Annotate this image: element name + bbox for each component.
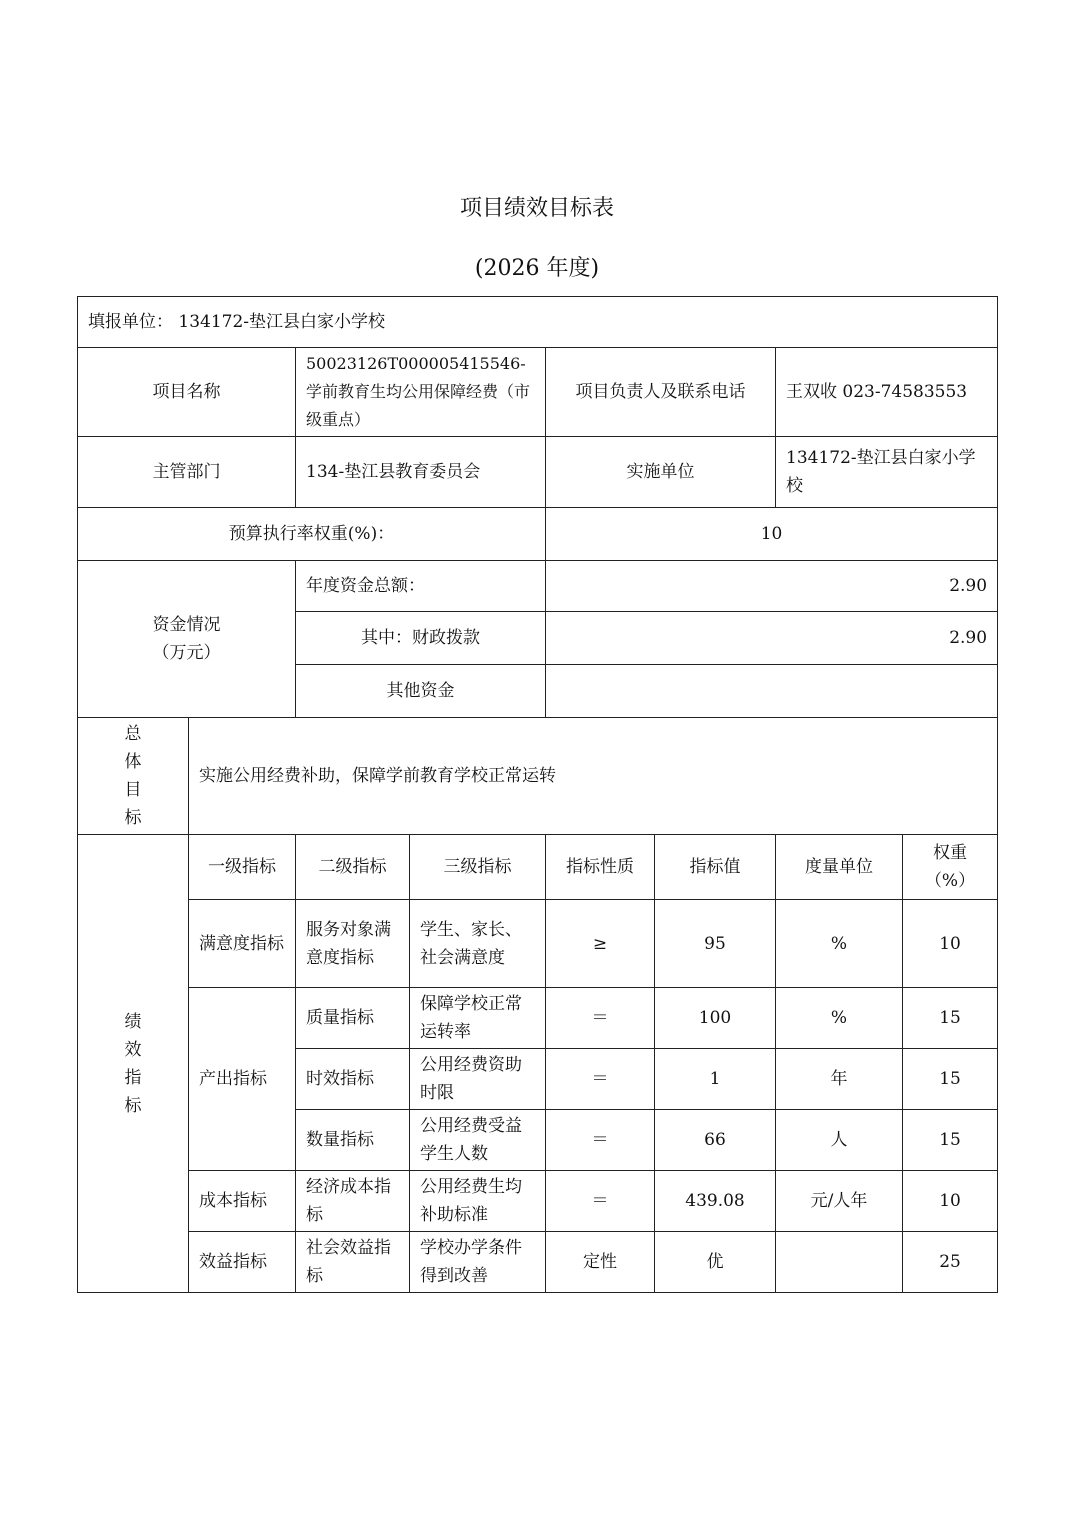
- benefit-level3: 学校办学条件得到改善: [410, 1232, 546, 1293]
- satisfaction-weight: 10: [903, 900, 998, 988]
- satisfaction-unit: %: [776, 900, 903, 988]
- benefit-level1: 效益指标: [189, 1232, 296, 1293]
- impl-unit-value: 134172-垫江县白家小学校: [776, 437, 998, 508]
- output-value: 1: [655, 1049, 776, 1110]
- perf-label-char: 指: [124, 1067, 142, 1088]
- perf-label: [78, 835, 189, 1293]
- funds-label-line2: （万元）: [152, 643, 221, 663]
- benefit-level2: 社会效益指标: [296, 1232, 410, 1293]
- project-leader-label: 项目负责人及联系电话: [546, 348, 776, 437]
- dept-label: 主管部门: [78, 437, 296, 508]
- goal-label-char: 标: [124, 808, 142, 828]
- satisfaction-level1: 满意度指标: [189, 900, 296, 988]
- funds-total-value: 2.90: [546, 561, 998, 612]
- fill-unit-cell: [78, 297, 998, 348]
- header-level2: 二级指标: [296, 835, 410, 900]
- cost-level2: 经济成本指标: [296, 1171, 410, 1232]
- page-title: 项目绩效目标表: [459, 196, 614, 221]
- performance-table: [77, 296, 998, 1293]
- funds-label: [78, 561, 296, 718]
- dept-value: 134-垫江县教育委员会: [296, 437, 546, 508]
- benefit-weight: 25: [903, 1232, 998, 1293]
- output-nature: ＝: [546, 1049, 655, 1110]
- cost-value: 439.08: [655, 1171, 776, 1232]
- output-level2: 数量指标: [296, 1110, 410, 1171]
- table-row: [78, 1171, 998, 1232]
- impl-unit-label: 实施单位: [546, 437, 776, 508]
- output-weight: 15: [903, 1110, 998, 1171]
- output-level3: 公用经费资助时限: [410, 1049, 546, 1110]
- funds-other-value: [546, 665, 998, 718]
- output-weight: 15: [903, 1049, 998, 1110]
- budget-rate-value: 10: [546, 508, 998, 561]
- fill-unit-value: 134172-垫江县白家小学校: [178, 312, 386, 332]
- goal-row: [78, 718, 998, 835]
- header-level3: 三级指标: [410, 835, 546, 900]
- output-level2: 时效指标: [296, 1049, 410, 1110]
- benefit-value: 优: [655, 1232, 776, 1293]
- output-value: 100: [655, 988, 776, 1049]
- cost-weight: 10: [903, 1171, 998, 1232]
- output-nature: ＝: [546, 1110, 655, 1171]
- project-leader-value: 王双收 023-74583553: [776, 348, 998, 437]
- table-row: [78, 1232, 998, 1293]
- header-level1: 一级指标: [189, 835, 296, 900]
- project-name-row: [78, 348, 998, 437]
- cost-unit: 元/人年: [776, 1171, 903, 1232]
- satisfaction-level3: 学生、家长、社会满意度: [410, 900, 546, 988]
- output-nature: ＝: [546, 988, 655, 1049]
- budget-rate-row: [78, 508, 998, 561]
- goal-label-char: 总: [124, 724, 142, 744]
- funds-total-label: 年度资金总额：: [296, 561, 546, 612]
- goal-label-char: 体: [124, 752, 142, 772]
- table-row: [78, 900, 998, 988]
- project-name-value: 50023126T000005415546-学前教育生均公用保障经费（市级重点）: [296, 348, 546, 437]
- funds-label-line1: 资金情况: [152, 615, 221, 635]
- output-level3: 公用经费受益学生人数: [410, 1110, 546, 1171]
- project-name-label: 项目名称: [78, 348, 296, 437]
- funds-fiscal-value: 2.90: [546, 612, 998, 665]
- satisfaction-level2: 服务对象满意度指标: [296, 900, 410, 988]
- goal-label: [78, 718, 189, 835]
- dept-row: [78, 437, 998, 508]
- header-unit: 度量单位: [776, 835, 903, 900]
- satisfaction-value: 95: [655, 900, 776, 988]
- perf-header-row: [78, 835, 998, 900]
- funds-total-row: [78, 561, 998, 612]
- output-value: 66: [655, 1110, 776, 1171]
- perf-label-char: 效: [124, 1039, 142, 1060]
- perf-label-char: 绩: [124, 1011, 142, 1032]
- goal-text: 实施公用经费补助，保障学前教育学校正常运转: [189, 718, 998, 835]
- budget-rate-label: 预算执行率权重(%)：: [78, 508, 546, 561]
- header-weight: 权重（%）: [903, 835, 998, 900]
- output-unit: 年: [776, 1049, 903, 1110]
- funds-fiscal-label: 其中：财政拨款: [296, 612, 546, 665]
- satisfaction-nature: ≥: [546, 900, 655, 988]
- goal-label-char: 目: [124, 780, 142, 800]
- output-unit: 人: [776, 1110, 903, 1171]
- table-row: [78, 988, 998, 1049]
- output-level3: 保障学校正常运转率: [410, 988, 546, 1049]
- header-nature: 指标性质: [546, 835, 655, 900]
- cost-level1: 成本指标: [189, 1171, 296, 1232]
- page-subtitle: (2026 年度): [474, 256, 600, 281]
- fill-unit-row: [78, 297, 998, 348]
- perf-label-char: 标: [124, 1095, 142, 1116]
- output-level2: 质量指标: [296, 988, 410, 1049]
- output-unit: %: [776, 988, 903, 1049]
- benefit-nature: 定性: [546, 1232, 655, 1293]
- funds-other-label: 其他资金: [296, 665, 546, 718]
- header-value: 指标值: [655, 835, 776, 900]
- output-weight: 15: [903, 988, 998, 1049]
- benefit-unit: [776, 1232, 903, 1293]
- cost-nature: ＝: [546, 1171, 655, 1232]
- cost-level3: 公用经费生均补助标准: [410, 1171, 546, 1232]
- output-level1: 产出指标: [189, 988, 296, 1171]
- fill-unit-label: 填报单位：: [88, 312, 173, 332]
